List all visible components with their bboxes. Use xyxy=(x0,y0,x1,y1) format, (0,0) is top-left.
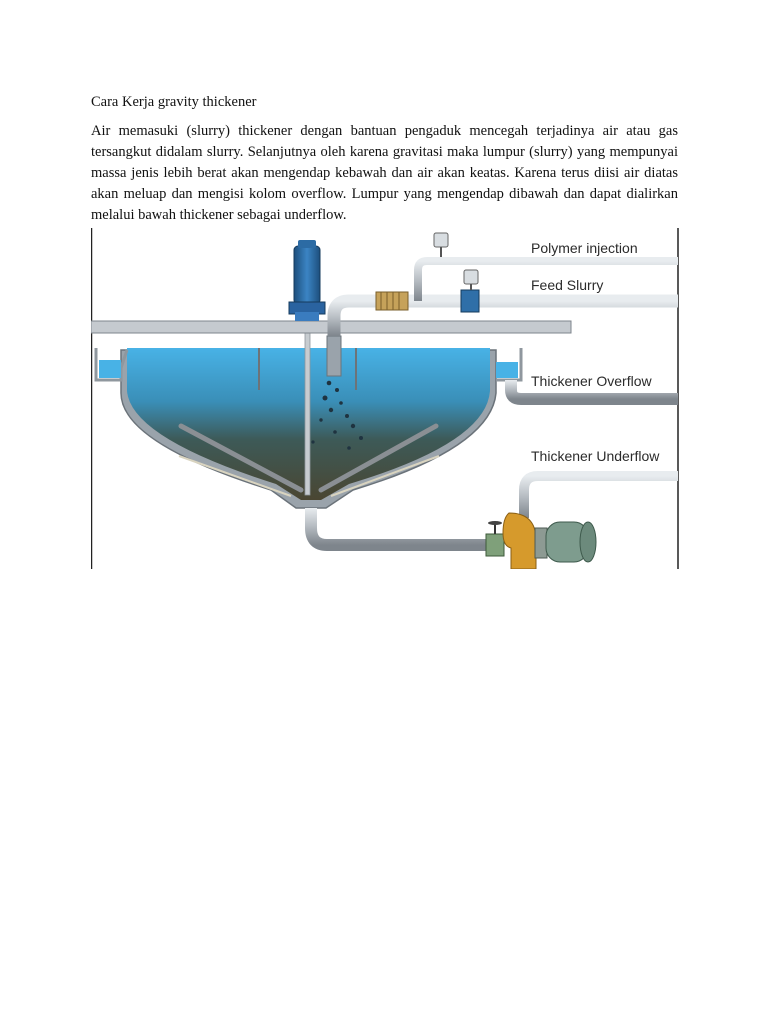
left-launder-water xyxy=(99,360,121,378)
drive-motor xyxy=(289,240,325,321)
underflow-riser xyxy=(524,476,678,518)
label-polymer-injection: Polymer injection xyxy=(531,240,638,256)
right-launder-water xyxy=(496,362,518,378)
page-title: Cara Kerja gravity thickener xyxy=(91,94,257,110)
label-feed-slurry: Feed Slurry xyxy=(531,277,604,293)
underflow-drain xyxy=(311,508,491,545)
label-thickener-overflow: Thickener Overflow xyxy=(531,373,652,389)
label-thickener-underflow: Thickener Underflow xyxy=(531,448,660,464)
body-paragraph: Air memasuki (slurry) thickener dengan bantuan pengaduk mencegah terjadinya air atau gas tersangkut didalam slurry. Selanjutnya oleh karena gravitasi maka lumpur (slurry) yang mempunyai massa jenis lebih berat akan mengendap kebawah dan air akan keatas. Karena terus diisi air diatas akan meluap dan mengisi kolom overflow. Lumpur yang mengendap dibawah dan dapat dialirkan melalui bawah thickener sebagai underflow. xyxy=(91,123,678,223)
valve xyxy=(486,521,504,556)
feed-well xyxy=(327,336,341,376)
polymer-meter xyxy=(434,233,448,247)
feed-flowmeter xyxy=(461,290,479,312)
thickener-diagram xyxy=(91,228,679,569)
drive-shaft xyxy=(305,323,310,495)
pump xyxy=(503,513,596,569)
